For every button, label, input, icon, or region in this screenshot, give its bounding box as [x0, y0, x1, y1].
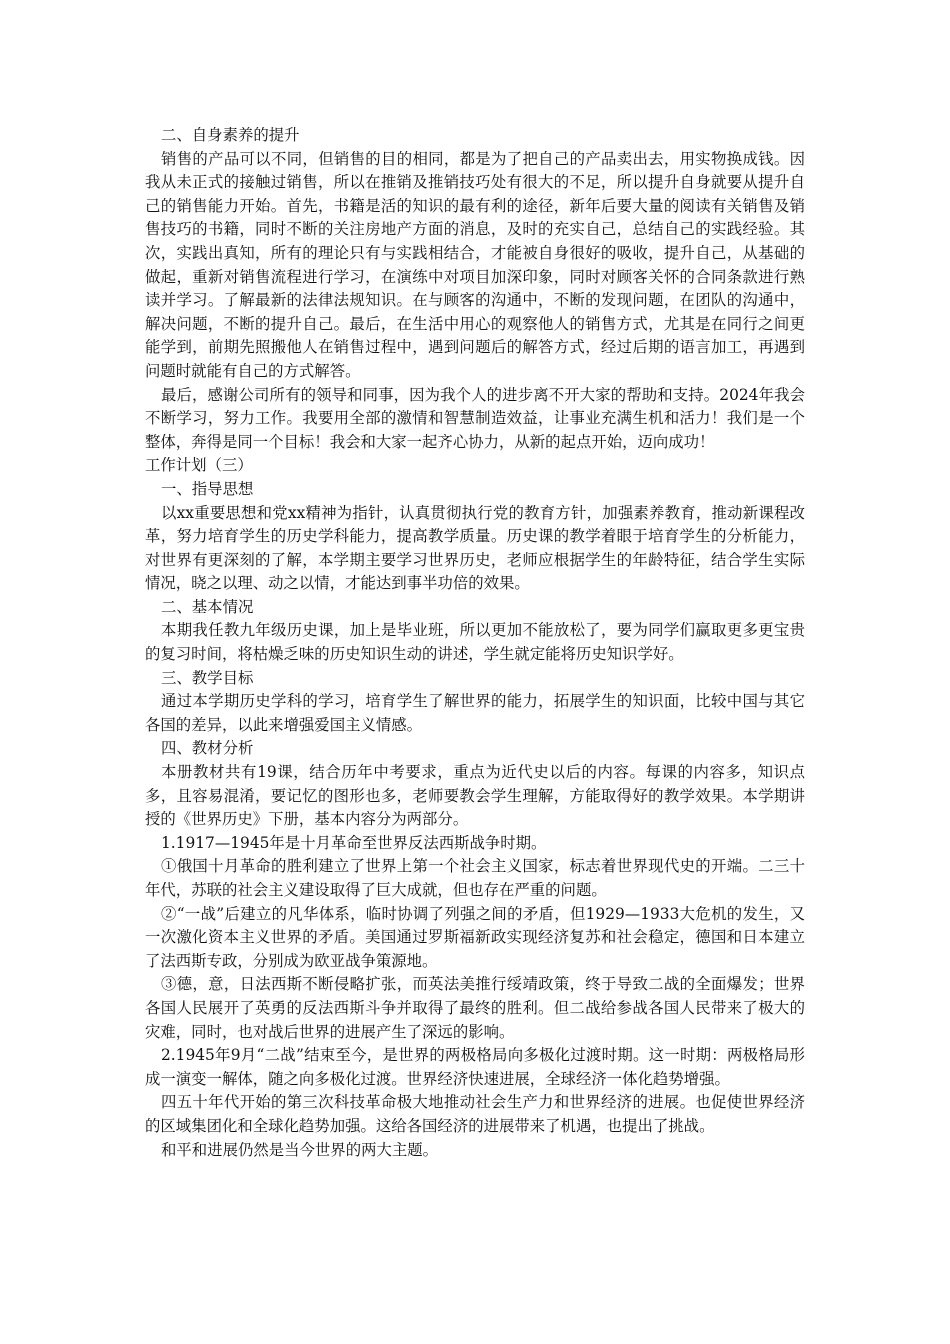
section-heading-basic-situation: 二、基本情况 [161, 597, 254, 616]
paragraph-closing-thanks: 最后，感谢公司所有的领导和同事，因为我个人的进步离不开大家的帮助和支持。2024年我会不断学习，努力工作。我要用全部的激情和智慧制造效益，让事业充满生机和活力！我们是一个整体，奔得是同一个目标！我会和大家一起齐心协力，从新的起点开始，迈向成功！ [145, 385, 805, 451]
section-heading-textbook-analysis: 四、教材分析 [161, 739, 254, 758]
paragraph-textbook-analysis: 本册教材共有19课，结合历年中考要求，重点为近代史以后的内容。每课的内容多，知识点多，且容易混淆，要记忆的图形也多，老师要教会学生理解，方能取得好的教学效果。本学期讲授的《世界历史》下册，基本内容分为两部分。 [145, 763, 805, 829]
list-item-point-1: ①俄国十月革命的胜利建立了世界上第一个社会主义国家，标志着世界现代史的开端。二三十年代，苏联的社会主义建设取得了巨大成就，但也存在严重的问题。 [145, 857, 805, 899]
list-item-point-2: ②“一战”后建立的凡华体系，临时协调了列强之间的矛盾，但1929—1933大危机的发生，又一次激化资本主义世界的矛盾。美国通过罗斯福新政实现经济复苏和社会稳定，德国和日本建立了法西斯专政，分别成为欧亚战争策源地。 [145, 904, 805, 970]
section-heading-teaching-goals: 三、教学目标 [161, 668, 254, 687]
paragraph-guiding-ideology: 以xx重要思想和党xx精神为指针，认真贯彻执行党的教育方针，加强素养教育，推动新课程改革，努力培育学生的历史学科能力，提高教学质量。历史课的教学着眼于培育学生的分析能力，对世界有更深刻的了解，本学期主要学习世界历史，老师应根据学生的年龄特征，结合学生实际情况，晓之以理、动之以情，才能达到事半功倍的效果。 [145, 503, 805, 593]
list-item-point-3: ③德，意，日法西斯不断侵略扩张，而英法美推行绥靖政策，终于导致二战的全面爆发；世界各国人民展开了英勇的反法西斯斗争并取得了最终的胜利。但二战给参战各国人民带来了极大的灾难，同时，也对战后世界的进展产生了深远的影响。 [145, 975, 805, 1041]
paragraph-tech-revolution: 四五十年代开始的第三次科技革命极大地推动社会生产力和世界经济的进展。也促使世界经济的区域集团化和全球化趋势加强。这给各国经济的进展带来了机遇，也提出了挑战。 [145, 1093, 805, 1135]
section-heading-self-improvement: 二、自身素养的提升 [161, 126, 300, 144]
list-item-period-1: 1.1917—1945年是十月革命至世界反法西斯战争时期。 [161, 833, 547, 852]
document-title-work-plan-3: 工作计划（三） [145, 456, 253, 475]
paragraph-peace-development: 和平和进展仍然是当今世界的两大主题。 [161, 1140, 439, 1159]
paragraph-teaching-goals: 通过本学期历史学科的学习，培育学生了解世界的能力，拓展学生的知识面，比较中国与其它各国的差异，以此来增强爱国主义情感。 [145, 692, 805, 734]
section-heading-guiding-ideology: 一、指导思想 [161, 479, 254, 498]
paragraph-sales-skills: 销售的产品可以不同，但销售的目的相同，都是为了把自己的产品卖出去，用实物换成钱。因我从未正式的接触过销售，所以在推销及推销技巧处有很大的不足，所以提升自身就要从提升自己的销售能力开始。首先，书籍是活的知识的最有利的途径，新年后要大量的阅读有关销售及销售技巧的书籍，同时不断的关注房地产方面的消息，及时的充实自己，总结自己的实践经验。其次，实践出真知，所有的理论只有与实践相结合，才能被自身很好的吸收，提升自己，从基础的做起，重新对销售流程进行学习，在演练中对项目加深印象，同时对顾客关怀的合同条款进行熟读并学习。了解最新的法律法规知识。在与顾客的沟通中，不断的发现问题，在团队的沟通中，解决问题，不断的提升自己。最后，在生活中用心的观察他人的销售方式，尤其是在同行之间更能学到，前期先照搬他人在销售过程中，遇到问题后的解答方式，经过后期的语言加工，再遇到问题时就能有自己的方式解答。 [145, 149, 805, 380]
list-item-period-2: 2.1945年9月“二战”结束至今，是世界的两极格局向多极化过渡时期。这一时期：两极格局形成一演变一解体，随之向多极化过渡。世界经济快速进展，全球经济一体化趋势增强。 [145, 1046, 805, 1088]
paragraph-basic-situation: 本期我任教九年级历史课，加上是毕业班，所以更加不能放松了，要为同学们赢取更多更宝贵的复习时间，将枯燥乏味的历史知识生动的讲述，学生就定能将历史知识学好。 [145, 621, 805, 664]
document-page [145, 124, 805, 1162]
